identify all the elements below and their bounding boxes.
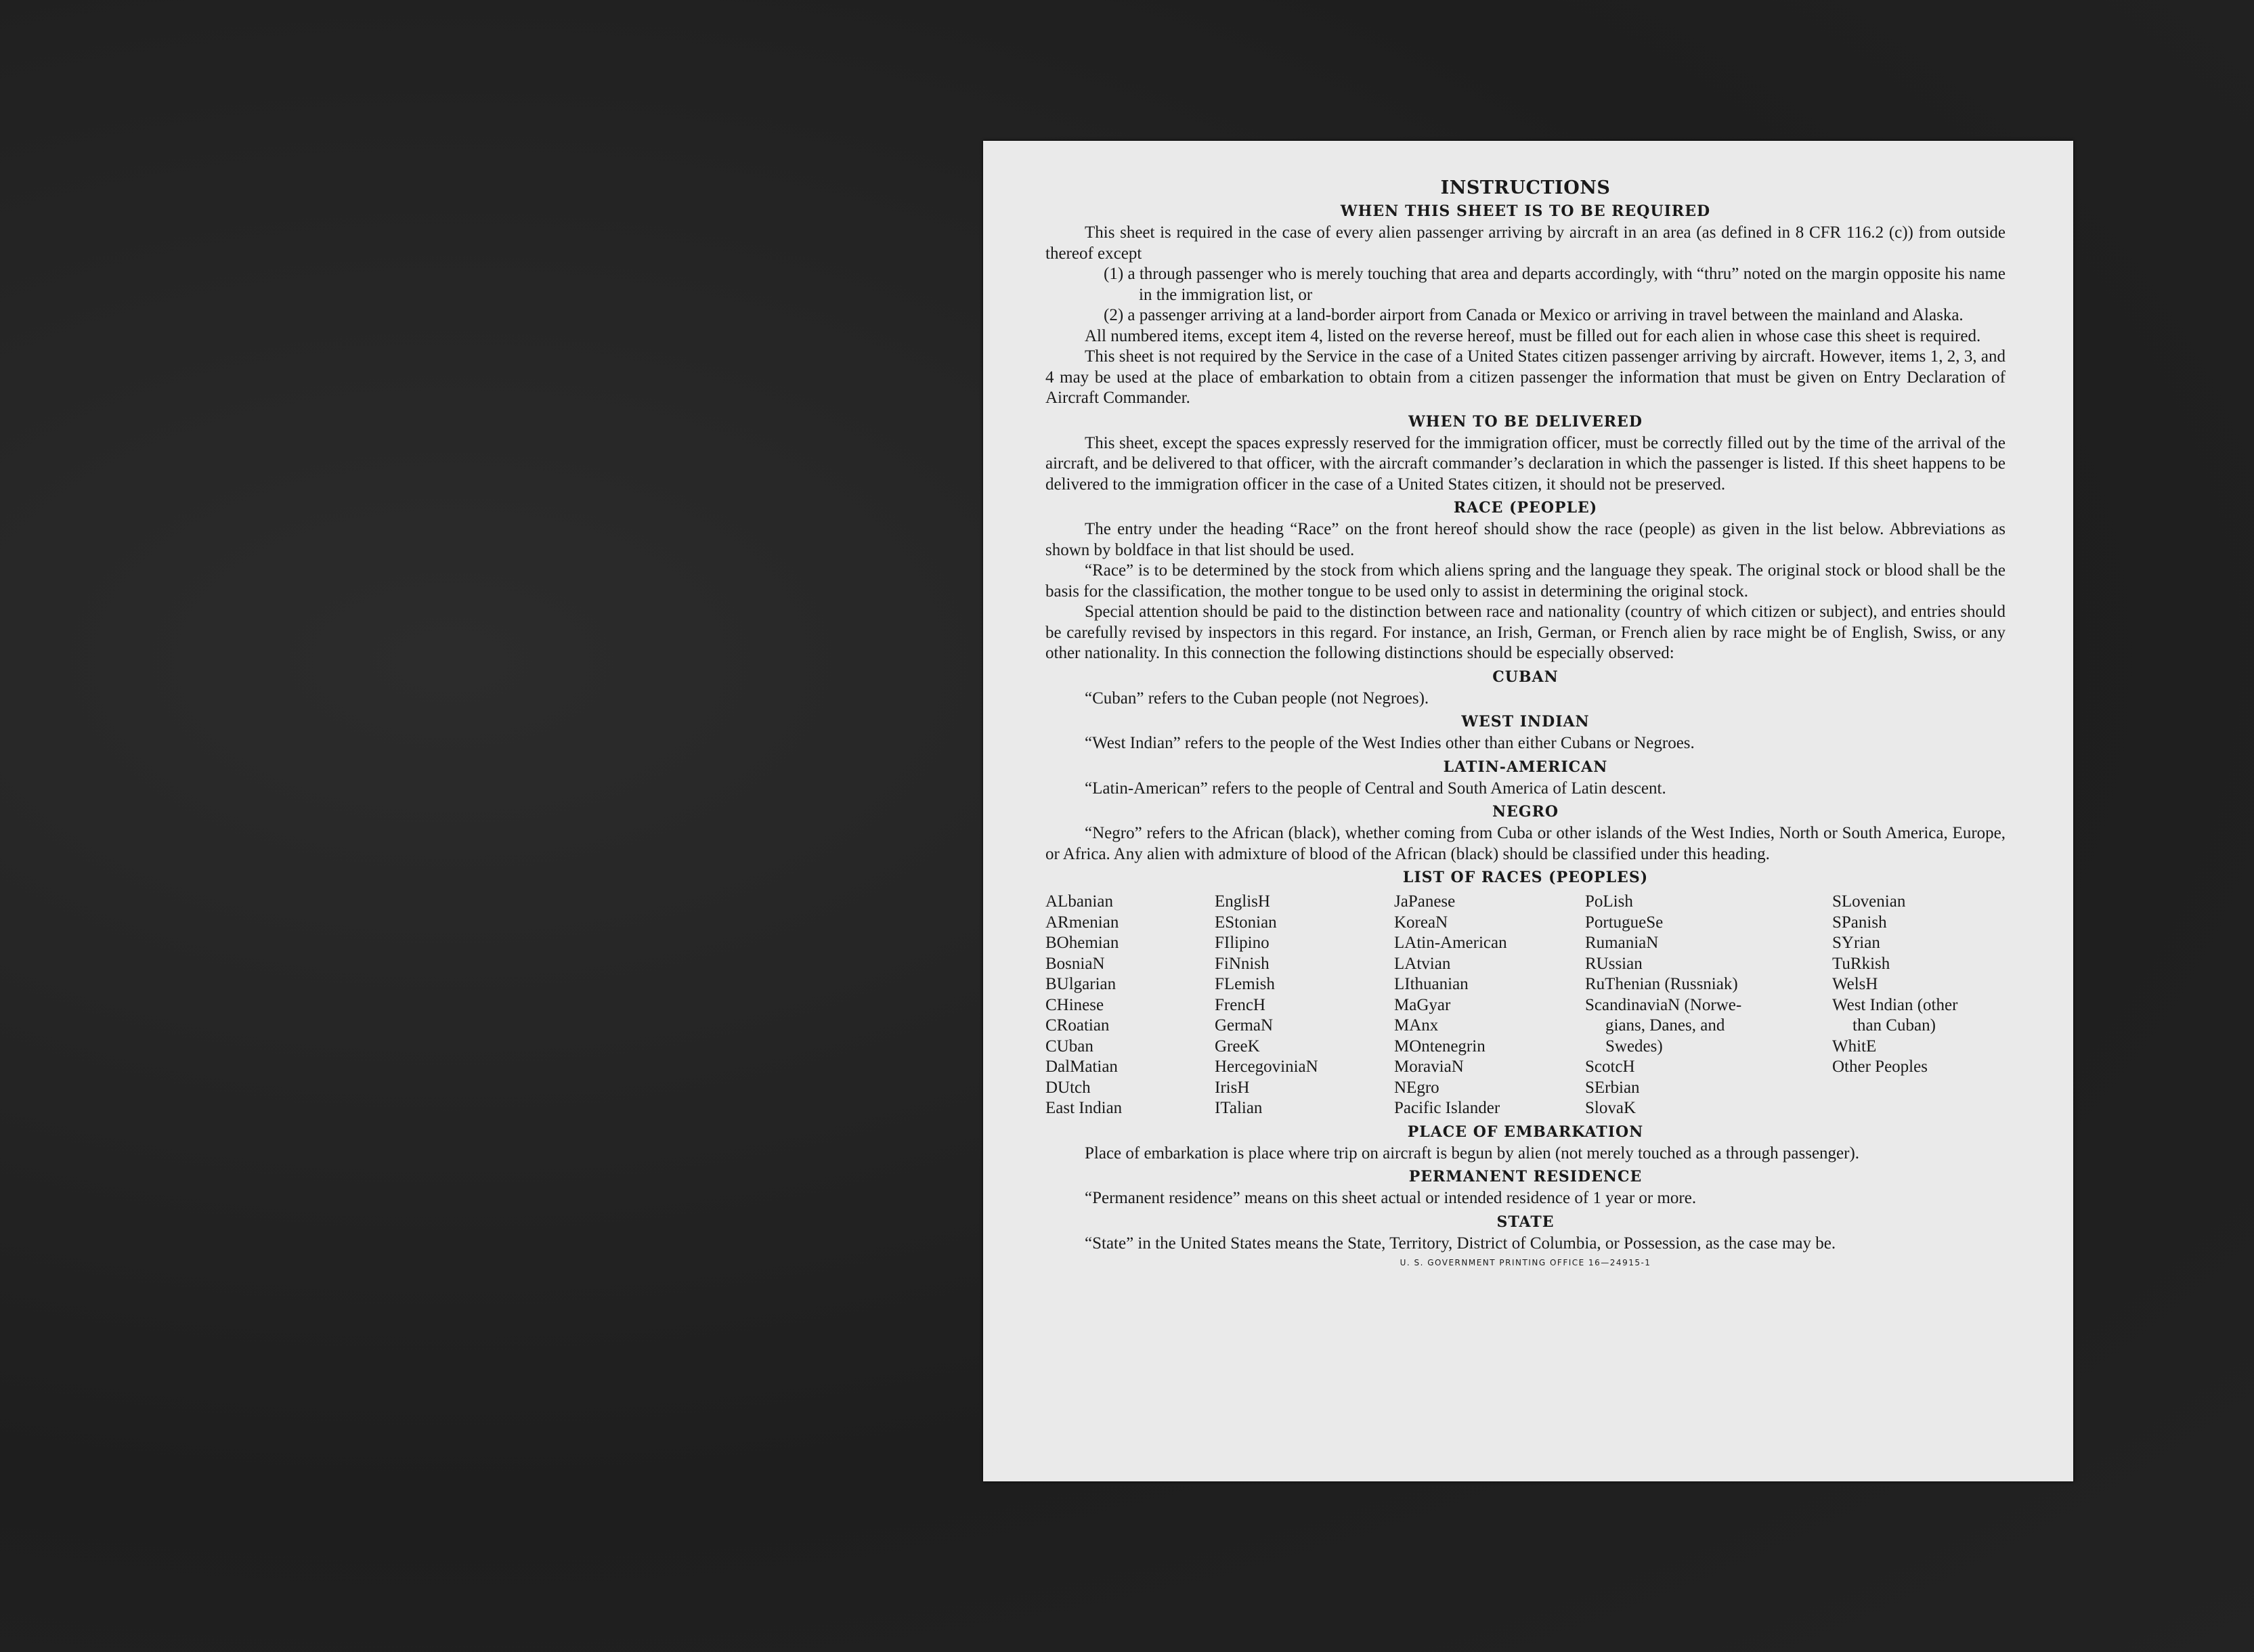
races-column [1585, 892, 1832, 1119]
races-column [1215, 892, 1394, 1119]
paragraph: “Negro” refers to the African (black), whether coming from Cuba or other islands of the West Indies, North or South America, Europe, or Africa. Any alien with admixture of blood of the African (black) should be classified under this heading. [1045, 824, 2006, 863]
race-item: WhitE [1832, 1037, 1877, 1056]
race-item: DUtch [1045, 1078, 1091, 1097]
race-item: EnglisH [1215, 892, 1270, 911]
printing-office-footer: U. S. GOVERNMENT PRINTING OFFICE 16—24915-1 [1400, 1258, 1651, 1267]
race-item: BosniaN [1045, 954, 1105, 973]
race-item: WelsH [1832, 975, 1878, 993]
section-heading-state: STATE [1496, 1213, 1555, 1231]
race-item: ALbanian [1045, 892, 1113, 911]
paragraph: This sheet, except the spaces expressly reserved for the immigration officer, must be correctly filled out by the time of the arrival of the aircraft, and be delivered to that officer, with the aircraft commander’s declaration in which the passenger is listed. If this sheet happens to be delivered to the immigration officer in the case of a United States citizen, it should not be preserved. [1045, 433, 2006, 494]
race-item: MoraviaN [1394, 1058, 1464, 1076]
paragraph: This sheet is not required by the Service in the case of a United States citizen passenger arriving by aircraft. However, items 1, 2, 3, and 4 may be used at the place of embarkation to obtain from a citizen passenger the information that must be given on Entry Declaration of Aircraft Commander. [1045, 347, 2006, 407]
race-item: Swedes) [1605, 1037, 1663, 1056]
race-item: SErbian [1585, 1078, 1640, 1097]
instruction-sheet [983, 141, 2073, 1481]
races-column [1832, 892, 2008, 1119]
paragraph: “State” in the United States means the State, Territory, District of Columbia, or Possession, as the case may be. [1085, 1234, 1836, 1253]
race-item: GermaN [1215, 1016, 1274, 1035]
race-item: Other Peoples [1832, 1058, 1928, 1076]
races-column [1394, 892, 1585, 1119]
section-heading-west-indian: WEST INDIAN [1461, 713, 1590, 731]
races-list [1045, 892, 2006, 1119]
race-item: RumaniaN [1585, 934, 1659, 952]
race-item: KoreaN [1394, 913, 1448, 932]
race-item: East Indian [1045, 1099, 1123, 1117]
race-item: RUssian [1585, 954, 1643, 973]
race-item: PortugueSe [1585, 913, 1664, 932]
race-item: than Cuban) [1852, 1016, 1936, 1035]
section-heading-embarkation: PLACE OF EMBARKATION [1407, 1123, 1644, 1141]
race-item: NEgro [1394, 1078, 1439, 1097]
exception-item: (1) a through passenger who is merely touching that area and departs accordingly, with “thru” noted on the margin opposite his name in the immigration list, or [1104, 265, 2006, 304]
page-title: INSTRUCTIONS [1440, 177, 1611, 198]
paragraph: Place of embarkation is place where trip on aircraft is begun by alien (not merely touched as a through passenger). [1085, 1144, 1860, 1162]
race-item: gians, Danes, and [1605, 1016, 1725, 1035]
paragraph: “West Indian” refers to the people of the West Indies other than either Cubans or Negroes. [1085, 734, 1695, 752]
race-item: LAtin-American [1394, 934, 1507, 952]
race-item: CUban [1045, 1037, 1093, 1056]
paragraph: The entry under the heading “Race” on the front hereof should show the race (people) as given in the list below. Abbreviations as shown by boldface in that list should be used. [1045, 520, 2006, 559]
race-item: RuThenian (Russniak) [1585, 975, 1738, 993]
race-item: BOhemian [1045, 934, 1119, 952]
section-heading-latin-american: LATIN-AMERICAN [1443, 758, 1608, 776]
race-item: MaGyar [1394, 995, 1451, 1014]
section-heading-negro: NEGRO [1492, 803, 1559, 821]
race-item: FLemish [1215, 975, 1275, 993]
race-item: Pacific Islander [1394, 1099, 1500, 1117]
race-item: ARmenian [1045, 913, 1119, 932]
race-item: SlovaK [1585, 1099, 1636, 1117]
race-item: HercegoviniaN [1215, 1058, 1318, 1076]
race-item: CHinese [1045, 995, 1104, 1014]
race-item: ScotcH [1585, 1058, 1635, 1076]
race-item: FrencH [1215, 995, 1265, 1014]
paragraph: All numbered items, except item 4, listed on the reverse hereof, must be filled out for each alien in whose case this sheet is required. [1085, 326, 1981, 345]
race-item: FiNnish [1215, 954, 1270, 973]
race-item: SLovenian [1832, 892, 1906, 911]
race-item: SPanish [1832, 913, 1887, 932]
section-heading-required: WHEN THIS SHEET IS TO BE REQUIRED [1340, 202, 1711, 220]
races-column [1045, 892, 1215, 1119]
race-item: LIthuanian [1394, 975, 1469, 993]
race-item: MAnx [1394, 1016, 1439, 1035]
race-item: ScandinaviaN (Norwe- [1585, 995, 1742, 1014]
race-item: EStonian [1215, 913, 1277, 932]
paragraph: Special attention should be paid to the distinction between race and nationality (country of which citizen or subject), and entries should be carefully revised by inspectors in this regard. For instance, an Irish, German, or French alien by race might be of English, Swiss, or any other nationality. In this connection the following distinctions should be especially observed: [1045, 603, 2006, 662]
section-heading-cuban: CUBAN [1492, 668, 1559, 686]
race-item: ITalian [1215, 1099, 1263, 1117]
race-item: BUlgarian [1045, 975, 1117, 993]
race-item: DalMatian [1045, 1058, 1118, 1076]
paragraph: “Race” is to be determined by the stock from which aliens spring and the language they speak. The original stock or blood shall be the basis for the classification, the mother tongue to be used only to assist in determining the original stock. [1045, 561, 2006, 601]
race-item: GreeK [1215, 1037, 1260, 1056]
section-heading-race: RACE (PEOPLE) [1453, 499, 1598, 517]
exception-item: (2) a passenger arriving at a land-border airport from Canada or Mexico or arriving in travel between the mainland and Alaska. [1104, 306, 1964, 324]
race-item: FIlipino [1215, 934, 1270, 952]
race-item: IrisH [1215, 1078, 1250, 1097]
paragraph: “Latin-American” refers to the people of Central and South America of Latin descent. [1085, 779, 1666, 798]
section-heading-delivered: WHEN TO BE DELIVERED [1408, 412, 1643, 431]
race-item: JaPanese [1394, 892, 1456, 911]
paragraph: “Permanent residence” means on this sheet actual or intended residence of 1 year or more. [1085, 1189, 1697, 1207]
race-item: TuRkish [1832, 954, 1890, 973]
paragraph: “Cuban” refers to the Cuban people (not Negroes). [1085, 689, 1429, 708]
race-item: CRoatian [1045, 1016, 1110, 1035]
race-item: West Indian (other [1832, 995, 1958, 1014]
paragraph: This sheet is required in the case of every alien passenger arriving by aircraft in an area (as defined in 8 CFR 116.2 (c)) from outside thereof except [1045, 223, 2006, 263]
race-item: PoLish [1585, 892, 1633, 911]
section-heading-residence: PERMANENT RESIDENCE [1408, 1168, 1643, 1186]
race-item: SYrian [1832, 934, 1880, 952]
races-heading: LIST OF RACES (PEOPLES) [1402, 869, 1649, 886]
race-item: MOntenegrin [1394, 1037, 1486, 1056]
race-item: LAtvian [1394, 954, 1451, 973]
